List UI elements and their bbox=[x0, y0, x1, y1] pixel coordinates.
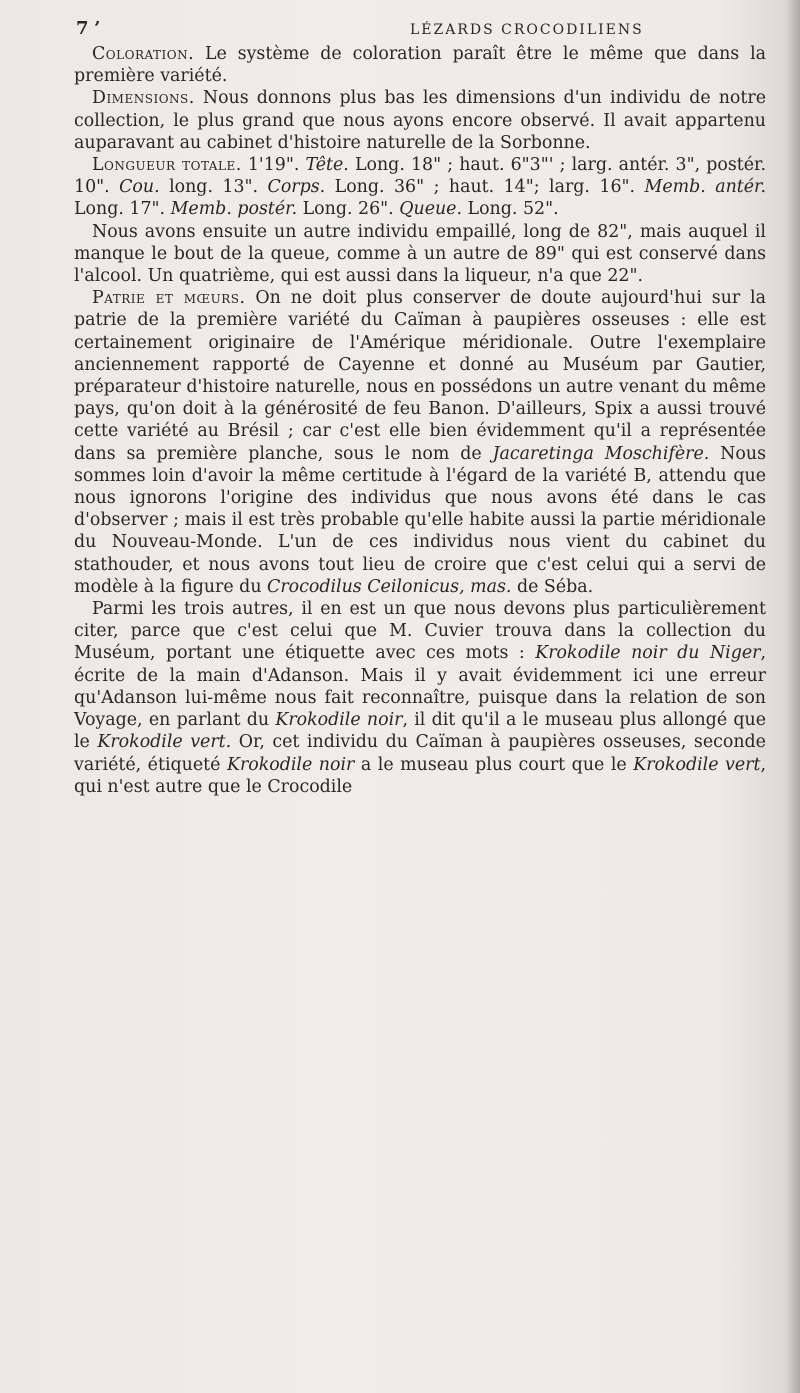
text-run: , il dit qu'il a le museau plus allongé que le bbox=[74, 710, 766, 753]
body-text bbox=[74, 43, 766, 798]
italic-term: Krokodile vert bbox=[633, 754, 761, 775]
text-run: , écrite de la main d'Adanson. Mais il y avait évidemment ici une erreur qu'Adanson lui-même nous fait reconnaître, puisque dans la relation de son Voyage, en parlant du bbox=[74, 643, 767, 731]
italic-term: Memb. postér. bbox=[170, 199, 298, 220]
text-run: 1'19". bbox=[241, 155, 306, 176]
paragraph-text: Nous avons ensuite un autre individu empaillé, long de 82", mais auquel il manque le bout de la queue, comme à un autre de 89" qui est conservé dans l'alcool. Un quatrième, qui est aussi dans la liqueur, n'a que 22". bbox=[74, 221, 766, 287]
italic-term: Tête. bbox=[305, 155, 349, 176]
page-number: 7 ’ bbox=[76, 18, 102, 39]
text-run: long. 13". bbox=[159, 177, 268, 198]
paragraph-coloration bbox=[74, 43, 766, 87]
section-head: Patrie et mœurs. bbox=[92, 288, 246, 309]
paragraph-adanson bbox=[74, 598, 766, 798]
page-edge-shadow bbox=[786, 0, 800, 1393]
text-run: Long. 52". bbox=[462, 199, 559, 220]
text-run: , qui n'est autre que le Crocodile bbox=[74, 754, 767, 797]
text-run: a le museau plus court que le bbox=[354, 754, 634, 775]
italic-term: Corps. bbox=[267, 177, 326, 198]
italic-term: Krokodile noir du Niger bbox=[535, 643, 761, 664]
italic-term: Memb. antér. bbox=[644, 177, 766, 198]
text-run: Long. 17". bbox=[74, 199, 171, 220]
text-run: Or, cet individu du Caïman à paupières osseuses, seconde variété, étiqueté bbox=[74, 732, 766, 775]
section-head: Coloration. bbox=[92, 44, 195, 64]
text-run: Long. 18" ; haut. 6"3"' ; larg. antér. 3", postér. 10". bbox=[74, 155, 766, 198]
paragraph-text: Nous donnons plus bas les dimensions d'un individu de notre collection, le plus grand que nous ayons encore observé. Il avait appartenu auparavant au cabinet d'histoire naturelle de la Sorbonne. bbox=[74, 88, 766, 153]
text-run: Nous sommes loin d'avoir la même certitude à l'égard de la variété B, attendu que nous ignorons l'origine des individus que nous avons été dans le cas d'observer ; mais il est très probable qu'elle habite aussi la partie méridionale du Nouveau-Monde. L'un de ces individus nous vient du cabinet du stathouder, et nous avons tout lieu de croire que c'est celui qui a servi de modèle à la figure du bbox=[74, 443, 766, 597]
text-run: Long. 36" ; haut. 14"; larg. 16". bbox=[325, 177, 645, 198]
paragraph-other-specimens bbox=[74, 221, 766, 288]
running-title: LÉZARDS CROCODILIENS bbox=[410, 22, 644, 38]
section-head: Longueur totale. bbox=[92, 155, 242, 176]
text-run: Parmi les trois autres, il en est un que nous devons plus particulièrement citer, parce que c'est celui que M. Cuvier trouva dans la collection du Muséum, portant une étiquette avec ces mots : bbox=[74, 599, 766, 664]
italic-term: Queue. bbox=[399, 199, 463, 220]
paragraph-dimensions bbox=[74, 87, 766, 154]
paragraph-text: Le système de coloration paraît être le même que dans la première variété. bbox=[74, 44, 766, 87]
italic-term: Krokodile noir bbox=[275, 710, 403, 731]
text-run: Long. 26". bbox=[297, 199, 400, 220]
page-header bbox=[70, 8, 750, 42]
text-run: de Séba. bbox=[511, 576, 594, 597]
paragraph-patrie bbox=[74, 287, 766, 598]
italic-term: Krokodile vert. bbox=[97, 732, 232, 753]
paragraph-measurements bbox=[74, 154, 766, 221]
italic-term: Crocodilus Ceilonicus, mas. bbox=[267, 576, 512, 597]
italic-term: Krokodile noir bbox=[226, 754, 355, 775]
italic-term: Cou. bbox=[119, 177, 160, 198]
italic-term: Jacaretinga Moschifère. bbox=[492, 443, 710, 464]
text-run: On ne doit plus conserver de doute aujourd'hui sur la patrie de la première variété du Caïman à paupières osseuses : elle est certainement originaire de l'Amérique méridionale. Outre l'exemplaire anciennement rapporté de Cayenne et donné au Muséum par Gautier, préparateur d'histoire naturelle, nous en possédons un autre venant du même pays, qu'on doit à la générosité de feu Banon. D'ailleurs, Spix a aussi trouvé cette variété au Brésil ; car c'est elle bien évidemment qu'il a représentée dans sa première planche, sous le nom de bbox=[74, 288, 766, 464]
section-head: Dimensions. bbox=[92, 88, 195, 109]
